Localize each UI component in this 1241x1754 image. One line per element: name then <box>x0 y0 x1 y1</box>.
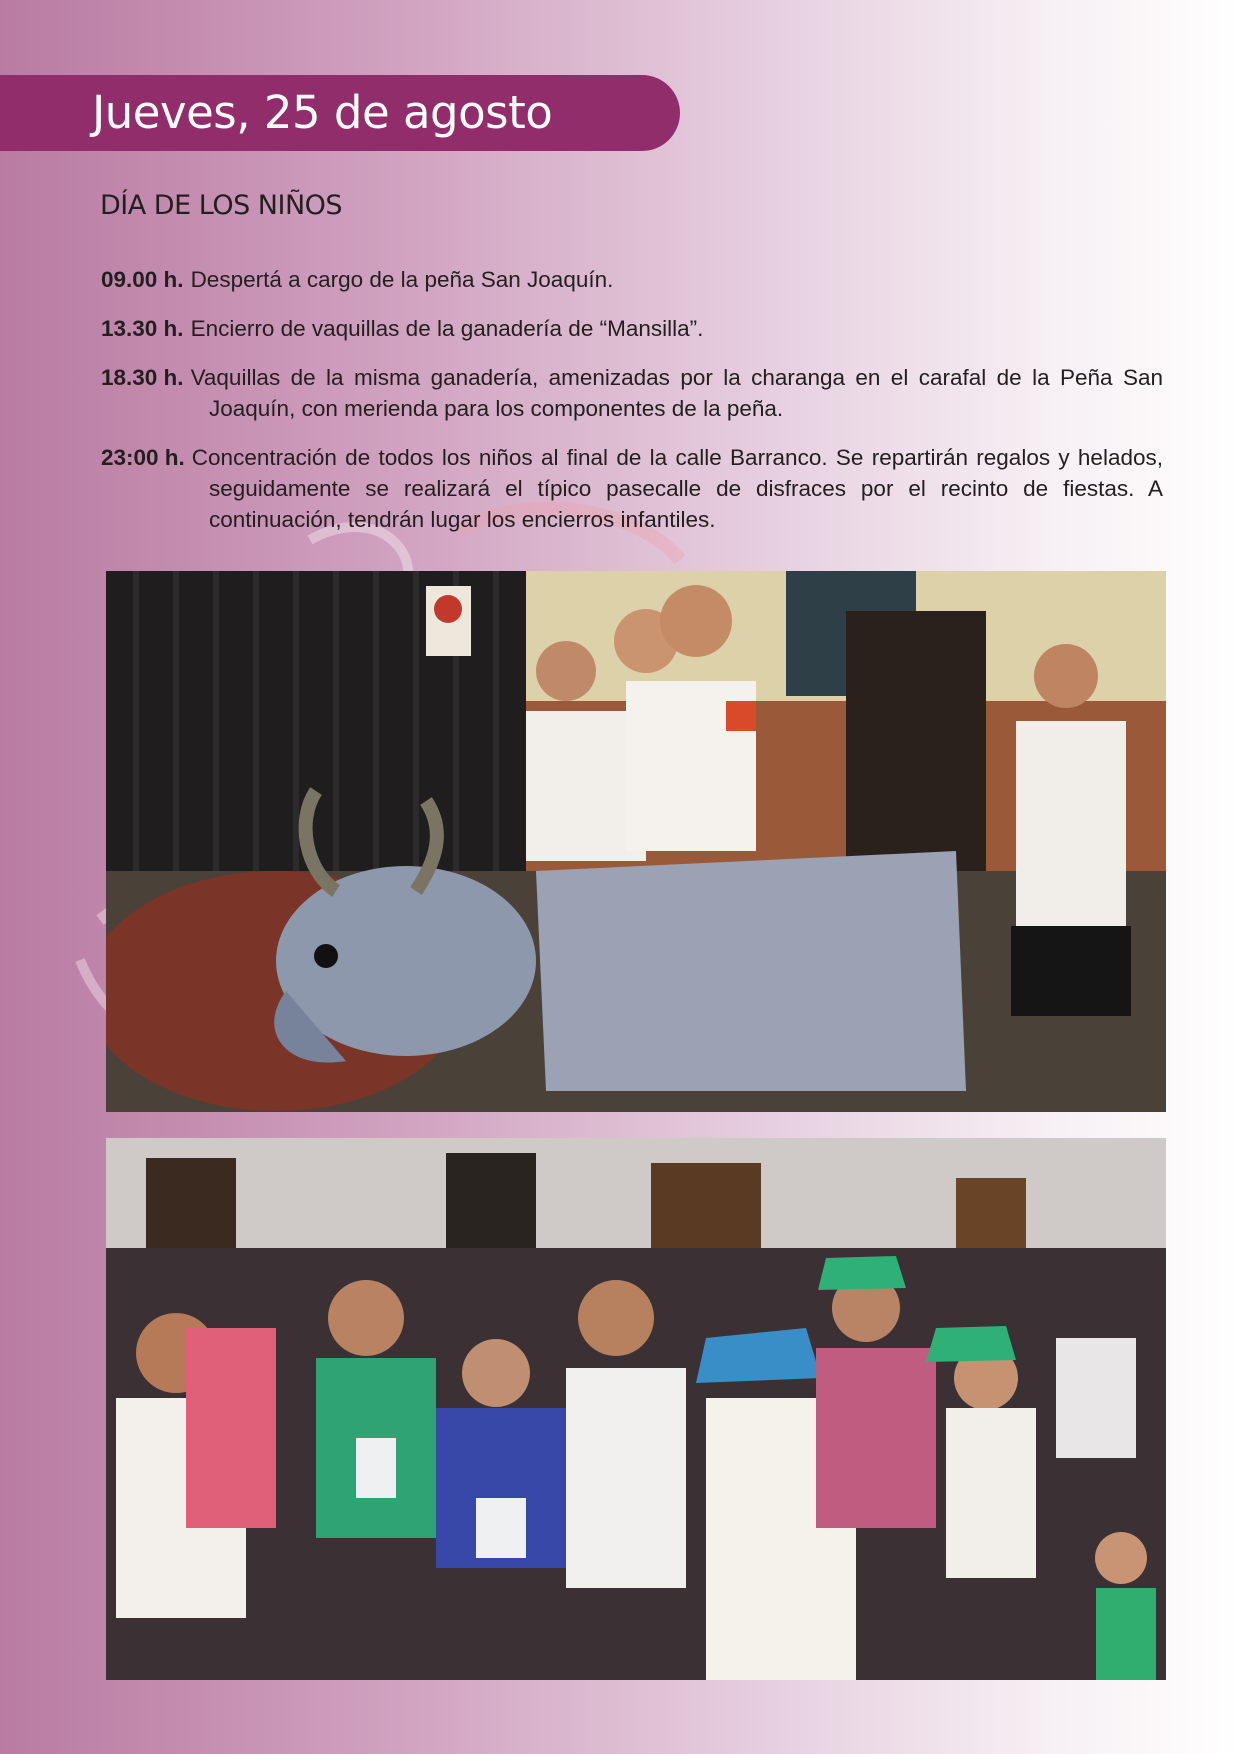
schedule-item <box>101 362 1163 424</box>
schedule-item <box>101 264 1163 295</box>
schedule-item <box>101 442 1163 535</box>
section-heading: DÍA DE LOS NIÑOS <box>100 190 343 221</box>
schedule-description: Vaquillas de la misma ganadería, amenizadas por la charanga en el carafal de la Peña San Joaquín, con merienda para los componentes de la peña. <box>190 365 1163 421</box>
page-title: Jueves, 25 de agosto <box>92 86 553 139</box>
schedule-time: 09.00 h. <box>101 267 184 292</box>
schedule-time: 13.30 h. <box>101 316 184 341</box>
schedule-description: Encierro de vaquillas de la ganadería de “Mansilla”. <box>190 316 704 341</box>
photo-pasacalle-disfraces <box>106 1138 1166 1680</box>
schedule-time: 18.30 h. <box>101 365 184 390</box>
schedule-time: 23:00 h. <box>101 445 185 470</box>
schedule-item <box>101 313 1163 344</box>
schedule-list <box>101 264 1163 553</box>
schedule-description: Concentración de todos los niños al final de la calle Barranco. Se repartirán regalos y helados, seguidamente se realizará el típico pasecalle de disfraces por el recinto de fiestas. A continuación, tendrán lugar los encierros infantiles. <box>191 445 1163 532</box>
schedule-description: Despertá a cargo de la peña San Joaquín. <box>190 267 614 292</box>
photo-encierro-infantil <box>106 571 1166 1112</box>
